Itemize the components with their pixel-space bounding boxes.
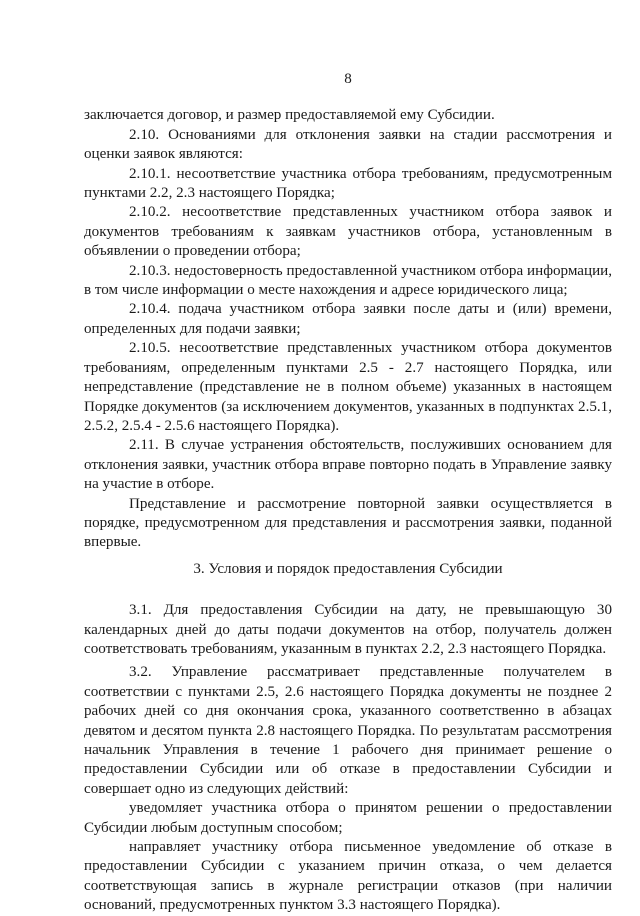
clause-2-10-4: 2.10.4. подача участником отбора заявки после даты и (или) времени, определенных для подачи заявки; [84, 301, 612, 337]
clause-2-10-1: 2.10.1. несоответствие участника отбора требованиям, предусмотренным пунктами 2.2, 2.3 настоящего Порядка; [84, 165, 612, 202]
clause-2-10: 2.10. Основаниями для отклонения заявки на стадии рассмотрения и оценки заявок являются: [84, 126, 612, 163]
document-page [84, 70, 612, 916]
clause-2-10-3: 2.10.3. недостоверность предоставленной участником отбора информации, в том числе информации о месте нахождения и адресе юридического лица; [84, 262, 612, 299]
paragraph-notify: уведомляет участника отбора о принятом решении о предоставлении Субсидии любым доступным способом; [84, 800, 612, 836]
page-number: 8 [344, 71, 352, 87]
clause-3-1: 3.1. Для предоставления Субсидии на дату, не превышающую 30 календарных дней до даты подачи документов на отбор, получатель должен соответствовать требованиям, указанным в пунктах 2.2, 2.3 настоящего Порядка. [84, 602, 612, 657]
paragraph-repeat-application: Представление и рассмотрение повторной заявки осуществляется в порядке, предусмотренном для представления и рассмотрения заявки, поданной впервые. [84, 495, 612, 551]
paragraph-continuation: заключается договор, и размер предоставляемой ему Субсидии. [84, 107, 495, 124]
clause-3-2: 3.2. Управление рассматривает представленные получателем в соответствии с пунктами 2.5, 2.6 настоящего Порядка документы не позднее 2 рабочих дней со дня окончания срока, указанного соответственно в абзацах девятом и десятом пункта 2.8 настоящего Порядка. По результатам рассмотрения начальник Управления в течение 1 рабочего дня принимает решение о предоставлении Субсидии или об отказе в предоставлении Субсидии и совершает одно из следующих действий: [84, 664, 612, 797]
section-heading: 3. Условия и порядок предоставления Субсидии [193, 560, 503, 577]
clause-2-10-2: 2.10.2. несоответствие представленных участником отбора заявок и документов требованиям к заявкам участников отбора, установленным в объявлении о проведении отбора; [84, 204, 612, 260]
clause-2-11: 2.11. В случае устранения обстоятельств, послуживших основанием для отклонения заявки, участник отбора вправе повторно подать в Управление заявку на участие в отборе. [84, 437, 612, 493]
paragraph-refusal: направляет участнику отбора письменное уведомление об отказе в предоставлении Субсидии с указанием причин отказа, о чем делается соответствующая запись в журнале регистрации отказов (при наличии оснований, предусмотренных пунктом 3.3 настоящего Порядка). [84, 839, 612, 914]
clause-2-10-5: 2.10.5. несоответствие представленных участником отбора документов требованиям, определенным пунктами 2.5 - 2.7 настоящего Порядка, или непредставление (представление не в полном объеме) указанных в настоящем Порядке документов (за исключением документов, указанных в подпунктах 2.5.1, 2.5.2, 2.5.4 - 2.5.6 настоящего Порядка). [84, 340, 612, 434]
